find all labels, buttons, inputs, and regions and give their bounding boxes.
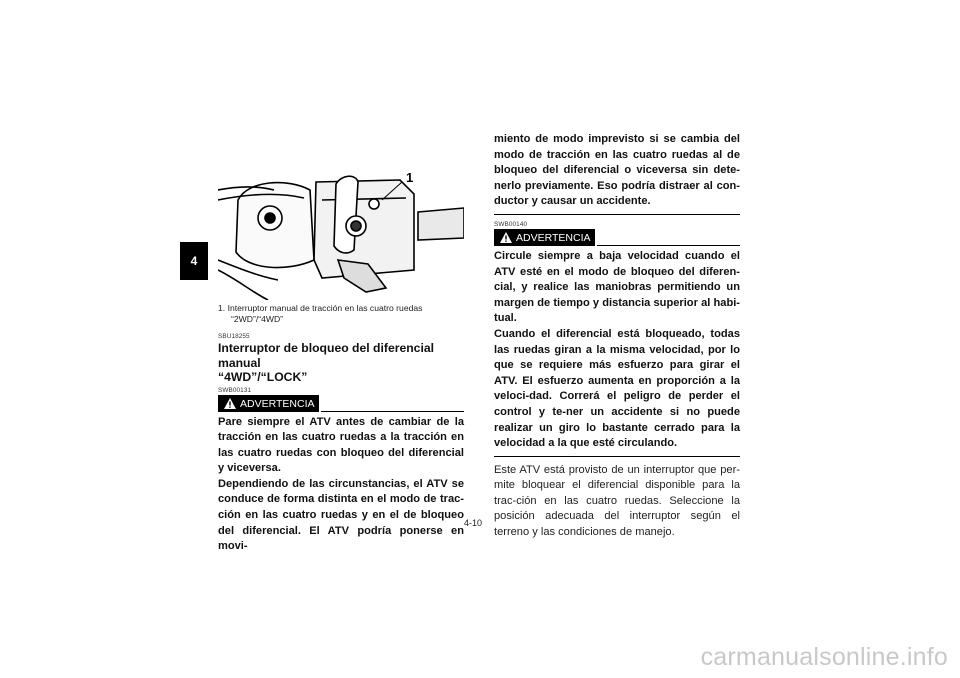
body-paragraph: Este ATV está provisto de un interruptor que per-mite bloquear el diferencial disponible para la trac-ción en las cuatro ruedas. Seleccione la posición adecuada del interruptor según el terreno y las condiciones de manejo. [494, 463, 740, 539]
warning1-text-2: Dependiendo de las circunstancias, el ATV se conduce de forma distinta en el modo de trac-ción en las cuatro ruedas y en el de bloqueo del diferencial. El ATV podría ponerse en movi- [218, 477, 464, 553]
warning2-label: ADVERTENCIA [516, 231, 591, 244]
warning1-header [218, 395, 464, 412]
switch-illustration [218, 160, 464, 300]
warning2-badge [494, 229, 595, 246]
warning1-code: SWB00131 [218, 386, 252, 394]
caption-line1: Interruptor manual de tracción en las cuatro ruedas [227, 303, 423, 313]
figure-caption [218, 303, 464, 324]
caption-line2: “2WD”/“4WD” [231, 313, 284, 324]
warning-triangle-icon [500, 232, 512, 243]
warning2-text-2: Cuando el diferencial está bloqueado, todas las ruedas giran a la misma velocidad, por lo que se requiere más esfuerzo para girar el ATV. El esfuerzo aumenta en proporción a la veloci-dad. Correrá el peligro de perder el control y te-ner un accidente si no puede realizar un giro lo bastante cerrado para la velocidad a la que esté circulando. [494, 327, 740, 450]
chapter-tab: 4 [180, 242, 208, 280]
warning1-text-continued: miento de modo imprevisto si se cambia del modo de tracción en las cuatro ruedas al de bloqueo del diferencial o viceversa sin dete-nerlo previamente. Eso podría distraer al con-ductor y causar un accidente. [494, 133, 740, 208]
warning1-label: ADVERTENCIA [240, 397, 315, 410]
warning1-badge [218, 395, 319, 412]
warning-triangle-icon [224, 398, 236, 409]
warning2-header [494, 229, 740, 246]
watermark: carmanualsonline.info [700, 643, 948, 671]
warning2-code: SWB00140 [494, 220, 528, 228]
divider [494, 214, 740, 215]
left-column [218, 333, 464, 555]
figure-callout: 1 [406, 170, 414, 185]
caption-number: 1. [218, 303, 226, 313]
page-number: 4-10 [464, 518, 483, 528]
right-column [494, 132, 740, 541]
section-title: Interruptor de bloqueo del diferencial manual “4WD”/“LOCK” [218, 341, 435, 384]
section-code: SBU18255 [218, 333, 250, 340]
warning1-text-1: Pare siempre el ATV antes de cambiar de la tracción en las cuatro ruedas a la tracción en las cuatro ruedas con bloqueo del diferencial y viceversa. [218, 415, 464, 475]
divider [494, 456, 740, 457]
warning2-text-1: Circule siempre a baja velocidad cuando el ATV esté en el modo de bloqueo del diferen-cial, y realice las maniobras permitiendo un margen de tiempo y distancia superior al habi-tual. [494, 249, 740, 325]
